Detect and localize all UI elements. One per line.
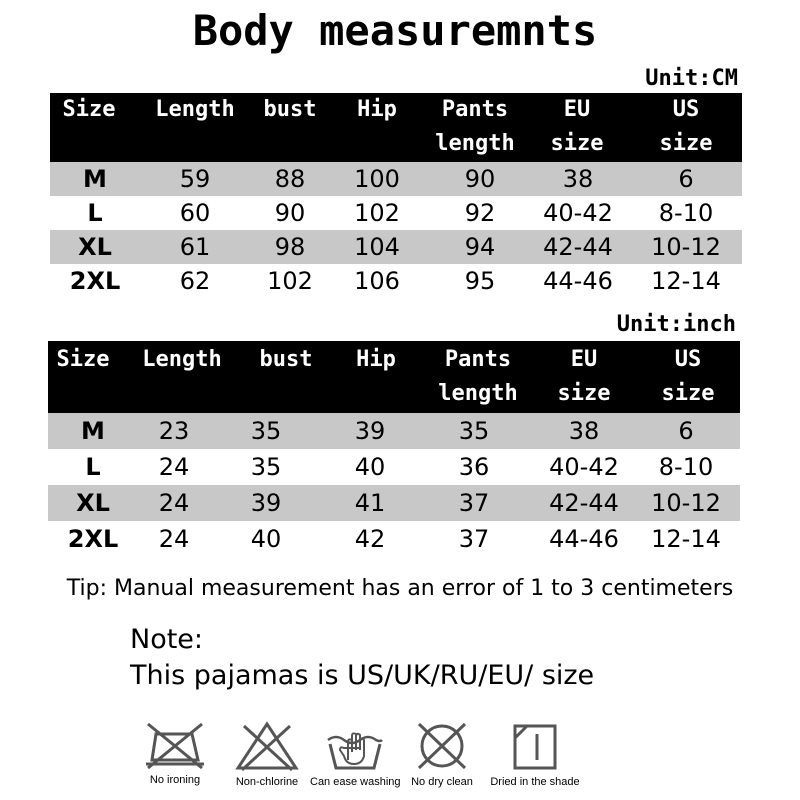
note-label: Note:: [130, 624, 204, 655]
table-cell: 92: [464, 199, 496, 227]
table-header: [48, 341, 740, 413]
unit-label-inch: Unit:inch: [616, 312, 736, 337]
table-cell: 61: [179, 233, 211, 261]
table-cell: 37: [458, 489, 490, 517]
table-row: [48, 413, 740, 449]
table-cell: 42-44: [543, 233, 613, 261]
header-us-size: US size: [659, 97, 713, 156]
table-cell: 38: [562, 165, 594, 193]
table-cell: 40: [250, 525, 282, 553]
table-row: [48, 449, 740, 485]
table-cell: 95: [464, 267, 496, 295]
table-cell: 35: [250, 417, 282, 445]
table-cell: 37: [458, 525, 490, 553]
care-label: Can ease washing: [310, 776, 401, 788]
table-cell: 90: [464, 165, 496, 193]
table-cell: 6: [678, 417, 694, 445]
header-eu-size: EU size: [550, 97, 604, 156]
measurement-tip: Tip: Manual measurement has an error of 1 to 3 centimeters: [66, 576, 734, 601]
care-label: No dry clean: [411, 776, 473, 788]
care-label: No ironing: [149, 774, 201, 786]
table-cell: 24: [158, 489, 190, 517]
table-cell: 41: [354, 489, 386, 517]
header-bust: bust: [259, 347, 313, 372]
header-size: Size: [56, 347, 110, 372]
size-cell: 2XL: [67, 525, 119, 553]
care-label: Non-chlorine: [235, 776, 299, 788]
table-row: [50, 230, 742, 264]
size-table-inch: [48, 341, 740, 557]
size-cell: XL: [76, 489, 110, 517]
table-cell: 35: [250, 453, 282, 481]
table-row: [50, 196, 742, 230]
header-size: Size: [62, 97, 116, 122]
size-cell: L: [85, 453, 101, 481]
table-cell: 8-10: [658, 199, 714, 227]
table-cell: 40: [354, 453, 386, 481]
size-cell: 2XL: [69, 267, 121, 295]
table-row: [48, 521, 740, 557]
size-cell: M: [81, 417, 105, 445]
hand-wash-icon: [322, 720, 388, 772]
table-cell: 40-42: [549, 453, 619, 481]
care-hand-wash: [310, 720, 400, 788]
no-ironing-icon: [142, 720, 208, 770]
size-table-cm: [50, 93, 742, 298]
table-cell: 90: [274, 199, 306, 227]
table-cell: 98: [274, 233, 306, 261]
size-cell: XL: [78, 233, 112, 261]
size-cell: M: [83, 165, 107, 193]
table-cell: 24: [158, 453, 190, 481]
table-row: [50, 264, 742, 298]
table-cell: 42-44: [549, 489, 619, 517]
table-cell: 106: [354, 267, 400, 295]
table-cell: 88: [274, 165, 306, 193]
table-row: [50, 162, 742, 196]
header-pants-length: Pants length: [438, 347, 518, 406]
table-cell: 94: [464, 233, 496, 261]
table-cell: 12-14: [651, 525, 721, 553]
care-dry-in-shade: [490, 720, 580, 788]
table-cell: 10-12: [651, 489, 721, 517]
non-chlorine-icon: [234, 720, 300, 772]
table-cell: 12-14: [651, 267, 721, 295]
care-no-dry-clean: [397, 720, 487, 788]
table-cell: 38: [568, 417, 600, 445]
table-cell: 104: [354, 233, 400, 261]
table-cell: 102: [267, 267, 313, 295]
header-us-size: US size: [661, 347, 715, 406]
unit-label-cm: Unit:CM: [645, 66, 738, 91]
care-no-ironing: [130, 720, 220, 786]
table-cell: 60: [179, 199, 211, 227]
table-cell: 42: [354, 525, 386, 553]
header-bust: bust: [263, 97, 317, 122]
table-cell: 62: [179, 267, 211, 295]
table-cell: 39: [354, 417, 386, 445]
table-cell: 44-46: [549, 525, 619, 553]
header-length: Length: [155, 97, 235, 122]
table-cell: 6: [678, 165, 694, 193]
table-cell: 100: [354, 165, 400, 193]
table-cell: 36: [458, 453, 490, 481]
dry-in-shade-icon: [502, 720, 568, 772]
table-cell: 102: [354, 199, 400, 227]
table-cell: 40-42: [543, 199, 613, 227]
table-cell: 44-46: [543, 267, 613, 295]
header-length: Length: [142, 347, 222, 372]
page-title: Body measuremnts: [192, 6, 598, 55]
header-pants-length: Pants length: [435, 97, 515, 156]
header-hip: Hip: [356, 347, 396, 372]
table-cell: 59: [179, 165, 211, 193]
header-hip: Hip: [357, 97, 397, 122]
care-label: Dried in the shade: [490, 776, 580, 788]
care-non-chlorine: [222, 720, 312, 788]
header-eu-size: EU size: [557, 347, 611, 406]
table-cell: 39: [250, 489, 282, 517]
table-cell: 35: [458, 417, 490, 445]
no-dry-clean-icon: [409, 720, 475, 772]
table-row: [48, 485, 740, 521]
table-cell: 10-12: [651, 233, 721, 261]
size-cell: L: [87, 199, 103, 227]
note-text: This pajamas is US/UK/RU/EU/ size: [130, 660, 595, 691]
table-cell: 23: [158, 417, 190, 445]
table-cell: 8-10: [658, 453, 714, 481]
table-cell: 24: [158, 525, 190, 553]
table-header: [50, 93, 742, 162]
